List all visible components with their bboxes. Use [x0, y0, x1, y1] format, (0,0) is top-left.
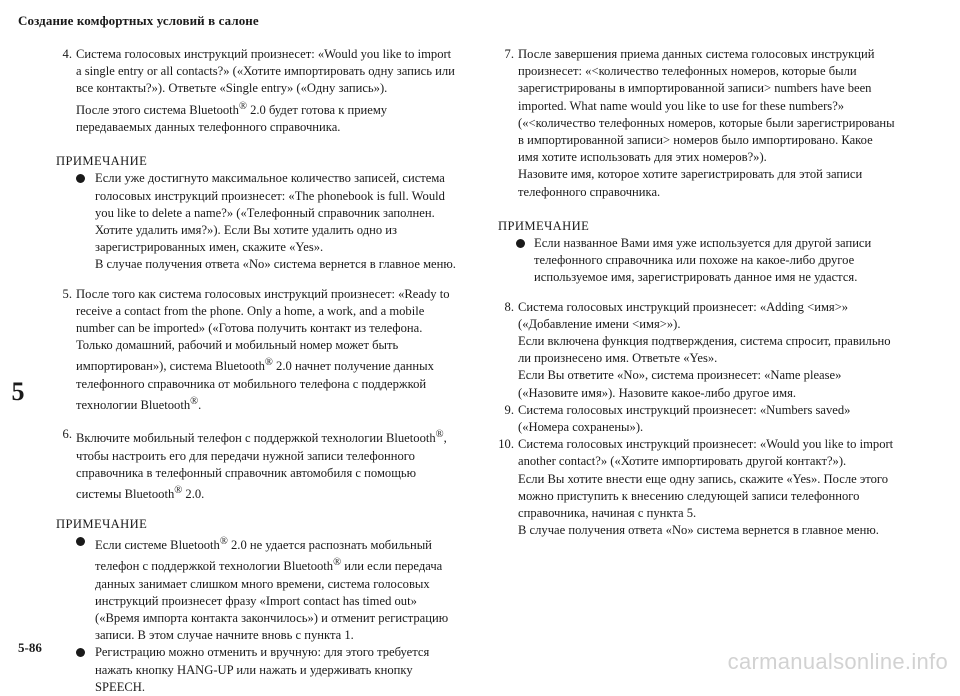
note-text: Если системе Bluetooth® 2.0 не удается распознать мобильный телефон с поддержкой технологии Bluetooth® или если передача данных занимает слишком много времени, система голосовых инструкций произнесет фразу «Import contact has timed out» («Время импорта контакта закончилось») и отменит регистрацию записи. В этом случае начните вновь с пункта 1. — [95, 535, 449, 643]
registered-mark: ® — [238, 100, 247, 112]
step-6 — [56, 426, 458, 503]
step-7 — [498, 46, 896, 201]
note-title: ПРИМЕЧАНИЕ — [56, 516, 148, 531]
step-text: В случае получения ответа «No» система вернется в главное меню. — [518, 523, 879, 538]
step-number: 9. — [504, 402, 514, 417]
page-number: 5-86 — [18, 640, 42, 655]
registered-mark: ® — [190, 396, 199, 408]
registered-mark: ® — [333, 557, 342, 569]
note-bullet — [514, 235, 896, 287]
step-4 — [56, 46, 458, 136]
step-number: 8. — [504, 299, 514, 314]
bullet-icon — [76, 537, 85, 546]
bullet-icon — [76, 648, 85, 657]
bullet-icon — [516, 239, 525, 248]
watermark: carmanualsonline.info — [727, 649, 948, 674]
step-number: 7. — [504, 47, 514, 61]
step-text: После того как система голосовых инструкций произнесет: «Ready to receive a contact from the phone. Only a home, a work, and a mobile number can be imported» («Готова получить контакт из телефона. Только домашний, рабочий и мобильный номер может быть импортирован»), система Bluetooth® 2.0 начнет получение данных телефонного справочника от мобильного телефона с поддержкой технологии Bluetooth®. — [76, 286, 450, 413]
bullet-icon — [76, 174, 85, 183]
note-text: Если названное Вами имя уже используется для другой записи телефонного справочника или похоже на какое-либо другое используемое имя, зарегистрировать данное имя не удастся. — [534, 236, 872, 285]
step-number: 10. — [498, 437, 514, 452]
registered-mark: ® — [435, 429, 444, 441]
step-text: Если включена функция подтверждения, система спросит, правильно ли произнесено имя. Ответьте «Yes». — [518, 334, 891, 366]
step-5 — [56, 286, 458, 415]
step-text: Если Вы хотите внести еще одну запись, скажите «Yes». После этого можно приступить к внесению следующей записи телефонного справочника, начиная с пункта 5. — [518, 471, 889, 521]
step-text: Назовите имя, которое хотите зарегистрировать для этой записи телефонного справочника. — [518, 167, 863, 199]
step-number: 5. — [62, 286, 72, 301]
note-block — [56, 153, 458, 273]
note-text: Регистрацию можно отменить и вручную: для этого требуется нажать кнопку HANG-UP или нажать и удерживать кнопку SPEECH. — [95, 645, 430, 694]
registered-mark: ® — [264, 357, 273, 369]
note-bullet — [73, 644, 458, 696]
left-column — [56, 46, 458, 696]
note-text: Если уже достигнуто максимальное количество записей, система голосовых инструкций произнесет: «The phonebook is full. Would you like to delete a name?» («Телефонный справочник заполнен. Хотите удалить имя?»). Если Вы хотите удалить одно из зарегистрированных имен, скажите «Yes». — [95, 171, 445, 255]
step-9 — [498, 402, 896, 436]
step-number: 4. — [62, 47, 72, 61]
step-text: Система голосовых инструкций произнесет: «Would you like to import another contact?» («Хотите импортировать другой контакт?»). — [518, 437, 894, 469]
note-title: ПРИМЕЧАНИЕ — [56, 154, 148, 169]
step-text: Если Вы ответите «No», система произнесет: «Name please» («Назовите имя»). Назовите какое-либо другое имя. — [518, 368, 842, 400]
note-bullet — [73, 533, 458, 645]
step-text: После этого система Bluetooth® 2.0 будет готова к приему передаваемых данных телефонного справочника. — [76, 100, 388, 134]
chapter-tab: 5 — [11, 377, 25, 406]
section-title: Создание комфортных условий в салоне — [18, 13, 259, 28]
right-column — [498, 46, 896, 539]
note-title: ПРИМЕЧАНИЕ — [498, 218, 590, 233]
registered-mark: ® — [219, 535, 228, 547]
step-text: После завершения приема данных система голосовых инструкций произнесет: «<количество телефонных номеров, которые были зарегистрированы в импортированной записи> numbers have been imported. What name would you like to use for these numbers?» («<количество телефонных номеров, которые были зарегистрированы в импортированной записи> номеров было импортировано. Какое имя хотите использовать для этих номеров?»). — [518, 47, 895, 165]
note-text: В случае получения ответа «No» система вернется в главное меню. — [95, 257, 456, 272]
note-block — [498, 218, 896, 287]
step-10 — [498, 436, 896, 539]
step-text: Система голосовых инструкций произнесет: «Adding <имя>» («Добавление имени <имя>»). — [518, 299, 849, 331]
registered-mark: ® — [174, 485, 183, 497]
step-8 — [498, 299, 896, 402]
step-text: Включите мобильный телефон с поддержкой технологии Bluetooth®, чтобы настроить его для передачи нужной записи телефонного справочника в телефонный справочник автомобиля с помощью системы Bluetooth® 2.0. — [76, 429, 447, 502]
step-number: 6. — [62, 427, 72, 442]
step-text: Система голосовых инструкций произнесет: «Would you like to import a single entry or all contacts?» («Хотите импортировать одну запись или все контакты?»). Ответьте «Single entry» («Одну запись»). — [76, 47, 455, 96]
note-bullet — [73, 170, 458, 273]
note-block — [56, 516, 458, 696]
step-text: Система голосовых инструкций произнесет: «Numbers saved» («Номера сохранены»). — [518, 402, 851, 435]
